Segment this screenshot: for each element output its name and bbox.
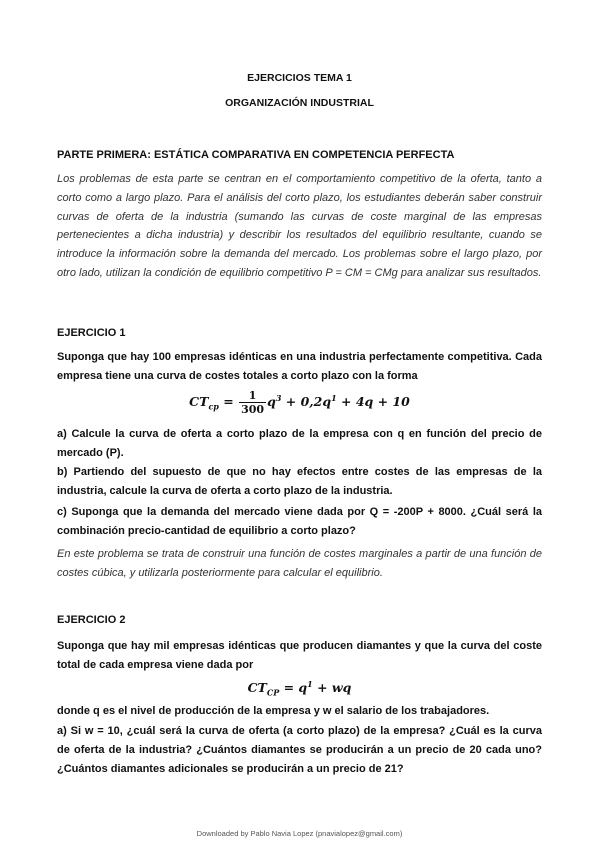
formula-fraction [239,389,266,416]
formula-term2-exponent: 1 [331,392,337,403]
exercise2-statement: Suponga que hay mil empresas idénticas que producen diamantes y que la curva del coste total de cada empresa viene dada por [57,640,542,671]
part-one-intro: Los problemas de esta parte se centran en el comportamiento competitivo de la oferta, tanto a corto como a largo plazo. Para el análisis del corto plazo, los estudiantes deberán saber construir curvas de oferta de la industria (sumando las curvas de coste marginal de las empresas pertenecientes a dicha industria) y describir los resultados del equilibrio resultante, cuando se introduce la información sobre la demanda del mercado. Los problemas sobre el largo plazo, por otro lado, utilizan la condición de equilibrio competitivo P = CM = CMg para analizar sus resultados. [57,173,542,279]
fraction-denominator: 300 [241,403,265,416]
exercise2-question-a: a) Si w = 10, ¿cuál será la curva de oferta (a corto plazo) de la empresa? ¿Cuál es la curva de oferta de la industria? ¿Cuántos diamantes se producirán a un precio de 20 cada uno? ¿Cuántos diamantes adicionales se producirán a un precio de 21? [57,725,542,775]
formula-equals: = [279,680,299,696]
exercise1-question-c: c) Suponga que la demanda del mercado viene dada por Q = -200P + 8000. ¿Cuál será la combinación precio-cantidad de equilibrio a corto plazo? [57,506,542,537]
formula-tail: + wq [312,680,352,696]
exercise1-question-a: a) Calcule la curva de oferta a corto plazo de la empresa con q en función del precio de mercado (P). [57,428,542,459]
exercise1-note: En este problema se trata de construir una función de costes marginales a partir de una función de costes cúbica, y utilizarla posteriormente para calcular el equilibrio. [57,548,542,579]
formula-term-exponent: 1 [307,679,313,689]
exercise1-cost-formula [0,389,599,416]
formula-lhs: CT [247,680,267,696]
formula-term1-exponent: 3 [275,392,282,403]
formula-tail: + 4q + 10 [336,394,410,409]
exercise2-where: donde q es el nivel de producción de la empresa y w el salario de los trabajadores. [57,705,490,717]
formula-term1: q [267,394,276,409]
formula-term: q [298,680,308,696]
exercise1-heading: EJERCICIO 1 [57,327,126,339]
part-one-heading: PARTE PRIMERA: ESTÁTICA COMPARATIVA EN COMPETENCIA PERFECTA [57,149,455,161]
formula-equals: = [218,394,239,409]
formula-term2: + 0,2q [281,394,332,409]
document-title: EJERCICIOS TEMA 1 [247,72,352,84]
document-subtitle: ORGANIZACIÓN INDUSTRIAL [225,97,374,109]
formula-lhs-subscript: CP [266,687,280,698]
exercise1-statement: Suponga que hay 100 empresas idénticas en una industria perfectamente competitiva. Cada empresa tiene una curva de costes totales a corto plazo con la forma [57,351,542,382]
formula-lhs: CT [189,394,209,409]
exercise2-heading: EJERCICIO 2 [57,614,126,626]
formula-lhs-subscript: cp [208,401,219,412]
exercise2-cost-formula [0,679,599,698]
fraction-numerator: 1 [239,389,266,403]
download-footer: Downloaded by Pablo Navia Lopez (pnavialopez@gmail.com) [196,829,403,838]
exercise1-question-b: b) Partiendo del supuesto de que no hay efectos entre costes de las empresas de la industria, calcule la curva de oferta a corto plazo de la industria. [57,466,542,497]
